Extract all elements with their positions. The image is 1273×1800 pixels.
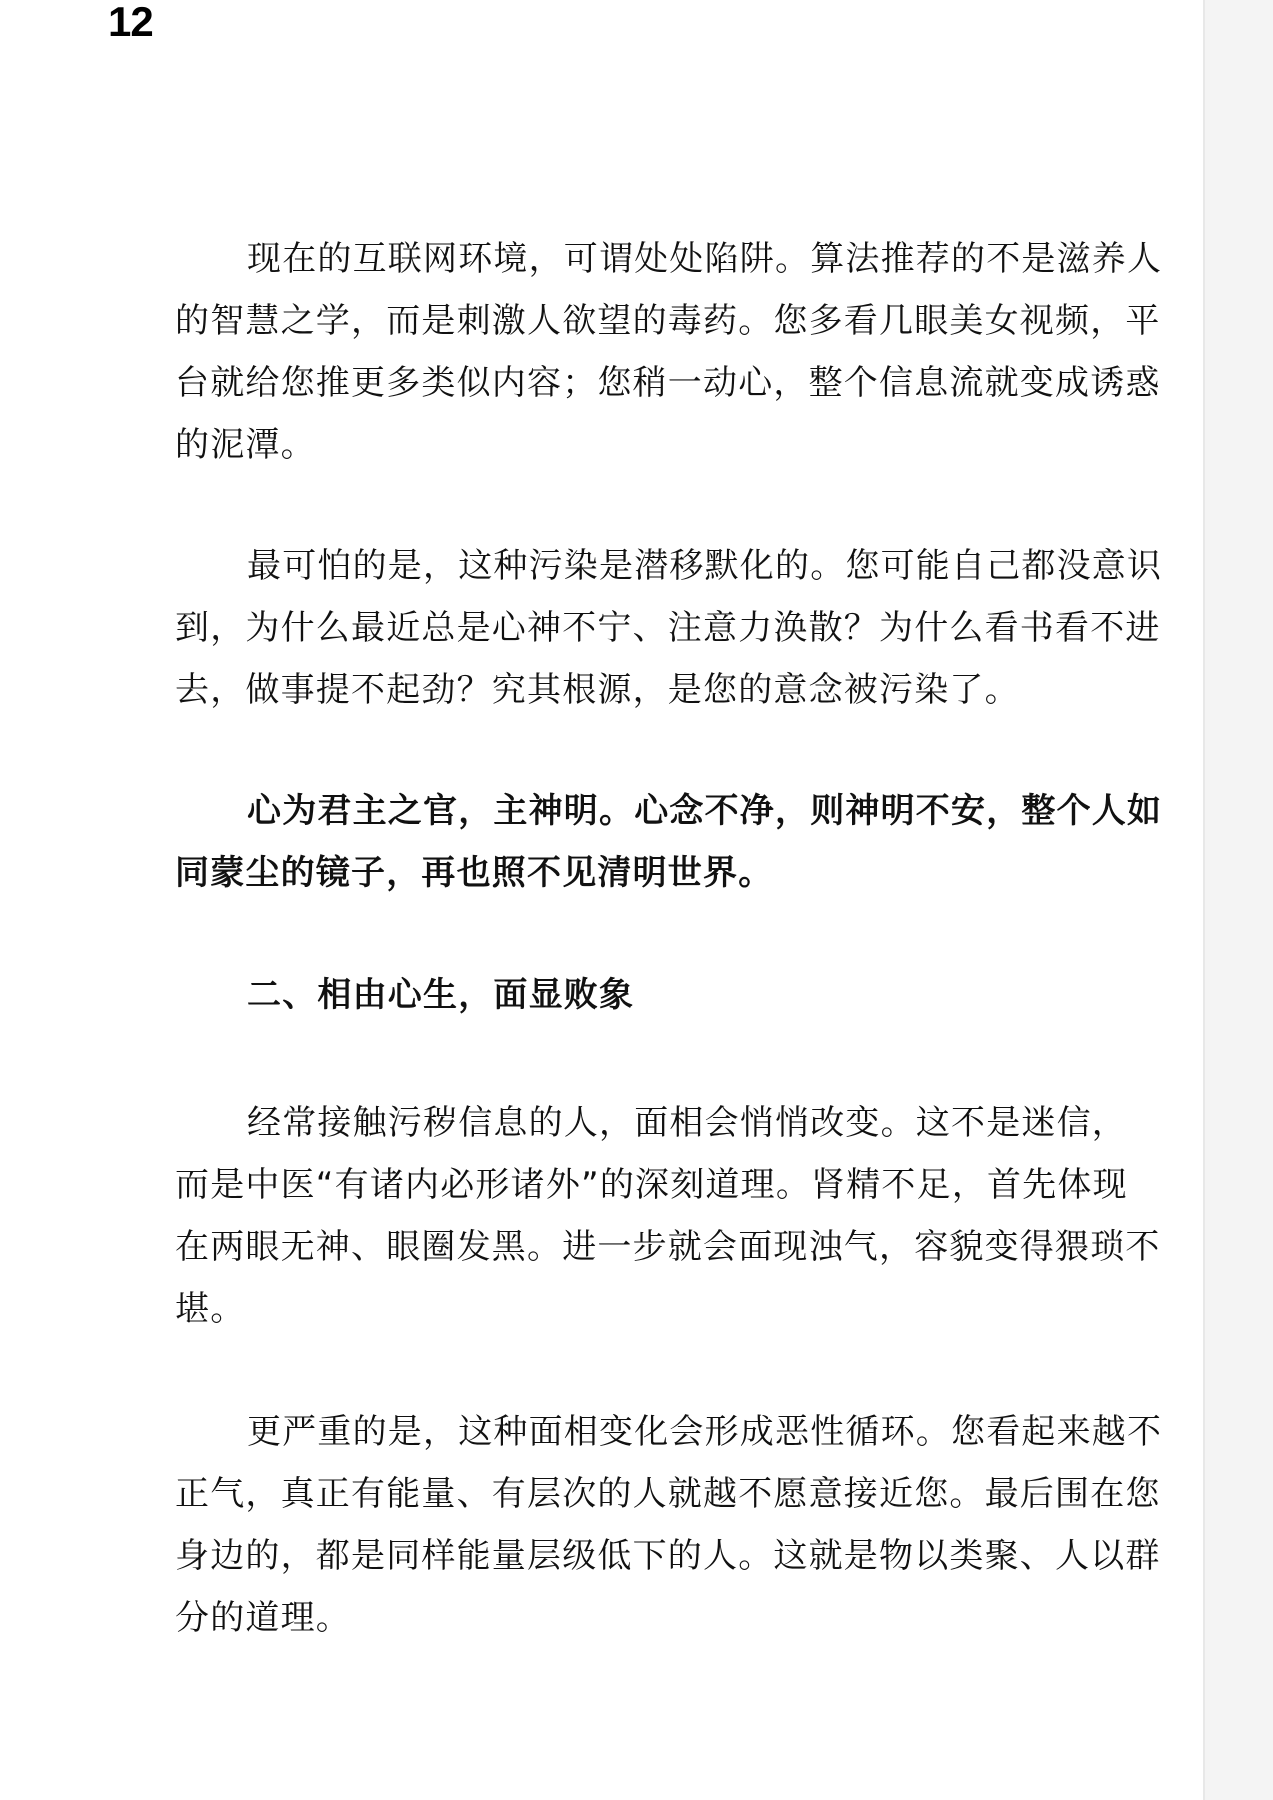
paragraph-line: 正气，真正有能量、有层次的人就越不愿意接近您。最后围在您	[175, 1474, 1161, 1514]
paragraph-line: 到，为什么最近总是心神不宁、注意力涣散？为什么看书看不进	[175, 608, 1161, 648]
section-heading	[175, 964, 1155, 1026]
paragraph-line: 的智慧之学，而是刺激人欲望的毒药。您多看几眼美女视频，平	[175, 301, 1161, 341]
section-heading-text: 二、相由心生，面显败象	[247, 975, 635, 1015]
paragraph-line: 而是中医“有诸内必形诸外”的深刻道理。肾精不足，首先体现	[175, 1165, 1128, 1205]
paragraph-line: 台就给您推更多类似内容；您稍一动心，整个信息流就变成诱惑	[175, 363, 1161, 403]
page-edge-line	[1203, 0, 1205, 1800]
paragraph-1	[175, 228, 1163, 476]
paragraph-line: 最可怕的是，这种污染是潜移默化的。您可能自己都没意识	[247, 546, 1163, 586]
paragraph-line: 经常接触污秽信息的人，面相会悄悄改变。这不是迷信，	[247, 1103, 1127, 1143]
paragraph-2	[175, 535, 1163, 721]
paragraph-line: 更严重的是，这种面相变化会形成恶性循环。您看起来越不	[247, 1412, 1163, 1452]
paragraph-3-emphasis	[175, 780, 1163, 904]
page-number: 12	[108, 0, 153, 45]
paragraph-line: 心为君主之官，主神明。心念不净，则神明不安，整个人如	[247, 791, 1163, 831]
paragraph-4	[175, 1092, 1161, 1340]
paragraph-line: 身边的，都是同样能量层级低下的人。这就是物以类聚、人以群	[175, 1536, 1161, 1576]
paragraph-line: 堪。	[175, 1289, 246, 1329]
paragraph-5	[175, 1401, 1163, 1649]
paragraph-line: 同蒙尘的镜子，再也照不见清明世界。	[175, 853, 774, 893]
paragraph-line: 的泥潭。	[175, 425, 316, 465]
paragraph-line: 去，做事提不起劲？究其根源，是您的意念被污染了。	[175, 670, 1020, 710]
paragraph-line: 在两眼无神、眼圈发黑。进一步就会面现浊气，容貌变得猥琐不	[175, 1227, 1161, 1267]
paragraph-line: 分的道理。	[175, 1598, 351, 1638]
paragraph-line: 现在的互联网环境，可谓处处陷阱。算法推荐的不是滋养人	[247, 239, 1163, 279]
page-right-margin	[1203, 0, 1273, 1800]
